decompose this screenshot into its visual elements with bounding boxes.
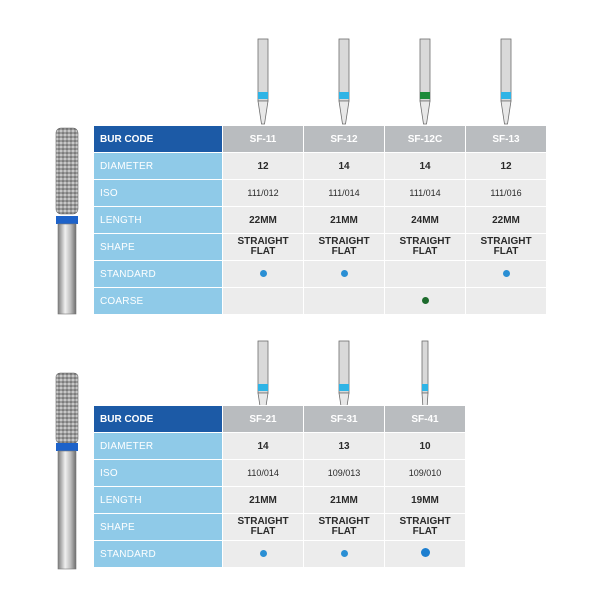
table-row xyxy=(94,153,547,180)
table-cell xyxy=(304,514,385,541)
shape-text-line: FLAT xyxy=(250,246,276,257)
bur-icon xyxy=(255,38,271,130)
blue-dot-icon xyxy=(503,270,510,277)
table-cell xyxy=(223,514,304,541)
bur-icon xyxy=(498,38,514,130)
green-dot-icon xyxy=(422,297,429,304)
table-cell: 12 xyxy=(466,153,547,180)
table-cell xyxy=(466,261,547,288)
table-row xyxy=(94,288,547,315)
bur-code-header-label: BUR CODE xyxy=(94,126,223,153)
row-label: STANDARD xyxy=(94,261,223,288)
table-cell xyxy=(304,288,385,315)
bur-code-column-header: SF-13 xyxy=(466,126,547,153)
bur-code-column-header: SF-12 xyxy=(304,126,385,153)
shape-text-line: FLAT xyxy=(250,526,276,537)
table-cell xyxy=(385,288,466,315)
table-row xyxy=(94,487,466,514)
table-row xyxy=(94,261,547,288)
row-label: ISO xyxy=(94,180,223,207)
table-row xyxy=(94,207,547,234)
table-cell xyxy=(466,288,547,315)
table-cell xyxy=(223,541,304,568)
table-cell: 21MM xyxy=(304,207,385,234)
bur-code-column-header: SF-11 xyxy=(223,126,304,153)
table-cell xyxy=(385,541,466,568)
bur-icon xyxy=(417,38,433,130)
table-cell: 19MM xyxy=(385,487,466,514)
bur-spec-table-1 xyxy=(93,125,547,315)
row-label: ISO xyxy=(94,460,223,487)
blue-dot-icon xyxy=(341,270,348,277)
table-cell: 111/016 xyxy=(466,180,547,207)
row-label: STANDARD xyxy=(94,541,223,568)
table-cell: 12 xyxy=(223,153,304,180)
row-label: DIAMETER xyxy=(94,433,223,460)
diamond-bur-large-icon-2 xyxy=(52,371,82,571)
table-cell: 111/014 xyxy=(385,180,466,207)
row-label: SHAPE xyxy=(94,514,223,541)
table-cell xyxy=(466,234,547,261)
shape-text-line: STRAIGHT xyxy=(237,236,289,247)
table-cell: 24MM xyxy=(385,207,466,234)
shape-text-line: STRAIGHT xyxy=(480,236,532,247)
row-label: LENGTH xyxy=(94,487,223,514)
blue-dot-icon xyxy=(260,550,267,557)
table-cell: 13 xyxy=(304,433,385,460)
shape-text-line: FLAT xyxy=(412,526,438,537)
table-cell: 14 xyxy=(385,153,466,180)
table-cell xyxy=(385,234,466,261)
table-cell: 110/014 xyxy=(223,460,304,487)
shape-text-line: FLAT xyxy=(331,246,357,257)
table-cell xyxy=(385,514,466,541)
shape-text-line: STRAIGHT xyxy=(399,516,451,527)
shape-text-line: STRAIGHT xyxy=(237,516,289,527)
table-cell xyxy=(385,261,466,288)
table-row xyxy=(94,180,547,207)
shape-text-line: FLAT xyxy=(331,526,357,537)
table-row xyxy=(94,433,466,460)
table-row xyxy=(94,514,466,541)
bur-code-column-header: SF-31 xyxy=(304,406,385,433)
row-label: LENGTH xyxy=(94,207,223,234)
table-header-row xyxy=(94,406,466,433)
bur-code-column-header: SF-12C xyxy=(385,126,466,153)
bur-code-column-header: SF-21 xyxy=(223,406,304,433)
row-label: DIAMETER xyxy=(94,153,223,180)
table-cell: 10 xyxy=(385,433,466,460)
table-cell: 14 xyxy=(304,153,385,180)
table-row xyxy=(94,234,547,261)
shape-text-line: FLAT xyxy=(493,246,519,257)
diamond-bur-large-icon-1 xyxy=(52,126,82,316)
table-cell xyxy=(304,234,385,261)
shape-text-line: STRAIGHT xyxy=(318,236,370,247)
table-cell: 109/010 xyxy=(385,460,466,487)
row-label: COARSE xyxy=(94,288,223,315)
table-cell: 111/014 xyxy=(304,180,385,207)
table-cell xyxy=(223,288,304,315)
bur-icon xyxy=(336,38,352,130)
table-cell xyxy=(304,261,385,288)
table-cell: 21MM xyxy=(304,487,385,514)
table-cell: 22MM xyxy=(223,207,304,234)
table-header-row xyxy=(94,126,547,153)
table-cell xyxy=(304,541,385,568)
table-cell: 111/012 xyxy=(223,180,304,207)
table-cell: 21MM xyxy=(223,487,304,514)
blue-dot-icon xyxy=(341,550,348,557)
table-cell xyxy=(223,261,304,288)
table-cell xyxy=(223,234,304,261)
shape-text-line: FLAT xyxy=(412,246,438,257)
bur-code-column-header: SF-41 xyxy=(385,406,466,433)
table-row xyxy=(94,541,466,568)
table-row xyxy=(94,460,466,487)
bur-code-header-label: BUR CODE xyxy=(94,406,223,433)
table-cell: 22MM xyxy=(466,207,547,234)
table-cell: 109/013 xyxy=(304,460,385,487)
shape-text-line: STRAIGHT xyxy=(399,236,451,247)
table-cell: 14 xyxy=(223,433,304,460)
bur-spec-table-2 xyxy=(93,405,466,568)
row-label: SHAPE xyxy=(94,234,223,261)
shape-text-line: STRAIGHT xyxy=(318,516,370,527)
blue-dot-icon xyxy=(260,270,267,277)
blue-dot-icon xyxy=(421,548,430,557)
